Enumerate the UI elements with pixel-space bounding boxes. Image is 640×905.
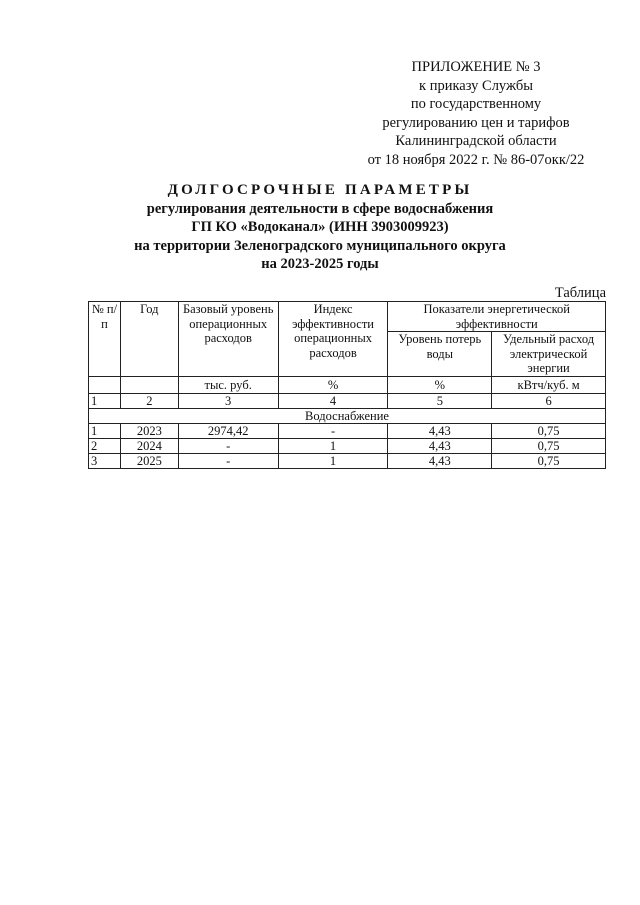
header-index: Индекс эффективности операционных расходов [278,302,388,377]
cell-base: 2974,42 [178,423,278,438]
cell-specific: 0,75 [492,438,606,453]
cell-num: 1 [89,423,121,438]
cell-specific: 0,75 [492,453,606,468]
appendix-header [346,58,606,169]
parameters-table [88,301,606,469]
appendix-line: Калининградской области [395,133,557,149]
table-header-row [89,302,606,332]
appendix-line: ПРИЛОЖЕНИЕ № 3 [411,59,541,75]
cell-index: 1 [278,438,388,453]
cell-year: 2023 [120,423,178,438]
col-number: 5 [388,393,492,408]
section-water-supply: Водоснабжение [89,408,606,423]
unit-base: тыс. руб. [178,376,278,393]
cell-num: 3 [89,453,121,468]
cell-num: 2 [89,438,121,453]
cell-year: 2024 [120,438,178,453]
appendix-line: от 18 ноября 2022 г. № 86-07окк/22 [367,151,585,168]
unit-empty [89,376,121,393]
table-units-row [89,376,606,393]
title-line: на территории Зеленоградского муниципального округа [134,237,506,254]
unit-index: % [278,376,388,393]
title-line: ГП КО «Водоканал» (ИНН 3903009923) [191,219,449,235]
cell-specific: 0,75 [492,423,606,438]
document-title [40,181,600,274]
col-number: 6 [492,393,606,408]
appendix-line: регулированию цен и тарифов [382,114,570,131]
col-number: 3 [178,393,278,408]
cell-year: 2025 [120,453,178,468]
header-year: Год [120,302,178,377]
cell-index: 1 [278,453,388,468]
unit-empty [120,376,178,393]
cell-index: - [278,423,388,438]
header-specific: Удельный расход электрической энергии [492,332,606,377]
unit-loss: % [388,376,492,393]
title-line: на 2023-2025 годы [261,256,379,272]
cell-base: - [178,453,278,468]
cell-loss: 4,43 [388,453,492,468]
header-energy: Показатели энергетической эффективности [388,302,606,332]
table-row [89,453,606,468]
cell-loss: 4,43 [388,438,492,453]
col-number: 1 [89,393,121,408]
appendix-line: по государственному [410,96,542,112]
cell-base: - [178,438,278,453]
header-base: Базовый уровень операционных расходов [178,302,278,377]
col-number: 2 [120,393,178,408]
cell-loss: 4,43 [388,423,492,438]
table-caption: Таблица [554,285,606,301]
title-line-main: ДОЛГОСРОЧНЫЕ ПАРАМЕТРЫ [167,182,473,198]
table-column-numbers-row [89,393,606,408]
table-row [89,438,606,453]
table-row [89,423,606,438]
col-number: 4 [278,393,388,408]
title-line: регулирования деятельности в сфере водоснабжения [146,200,494,217]
header-num: № п/п [89,302,121,377]
header-loss: Уровень потерь воды [388,332,492,377]
table-section-row [89,408,606,423]
appendix-line: к приказу Службы [419,77,533,94]
unit-specific: кВтч/куб. м [492,376,606,393]
